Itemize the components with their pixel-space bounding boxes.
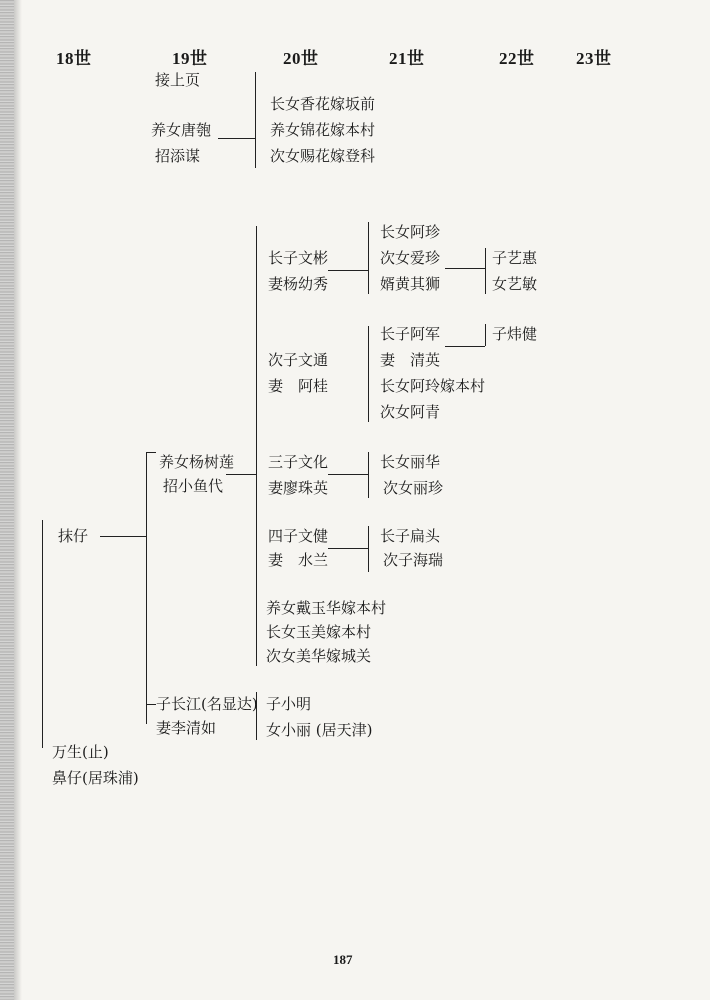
gen18-person: 鼻仔(居珠浦): [52, 769, 139, 787]
gen20-son: 次子文通: [268, 351, 329, 369]
child-name: 次女赐花嫁登科: [270, 147, 376, 165]
connector-line: [146, 452, 156, 453]
connector-line: [328, 474, 368, 475]
gen19-person: 子长江(名显达): [156, 695, 258, 713]
gen-22-label: 22世: [499, 49, 535, 68]
gen22-child: 子艺惠: [492, 249, 538, 267]
gen19-bracket-line: [146, 452, 147, 724]
bracket-line: [485, 324, 486, 346]
bracket-line: [368, 452, 369, 498]
gen21-child: 次子海瑞: [383, 551, 444, 569]
gen22-child: 女艺敏: [492, 275, 538, 293]
gen21-child: 长女阿玲嫁本村: [380, 377, 486, 395]
scan-edge-gradient: [14, 0, 22, 1000]
person-name: 养女唐匏: [151, 121, 212, 139]
gen21-child: 长子阿军: [380, 325, 441, 343]
gen18-vertical-line: [42, 520, 43, 748]
gen-18-label: 18世: [56, 49, 92, 68]
gen20-son: 长子文彬: [268, 249, 329, 267]
child-name: 长女香花嫁坂前: [270, 95, 376, 113]
connector-line: [100, 536, 146, 537]
connector-line: [146, 704, 156, 705]
gen21-child: 长女丽华: [380, 453, 441, 471]
bracket-line: [255, 72, 256, 168]
connector-line: [218, 138, 255, 139]
gen21-child: 次女丽珍: [383, 479, 444, 497]
spouse-name: 招添谋: [155, 147, 201, 165]
gen20-spouse: 妻 阿桂: [268, 377, 329, 395]
bracket-line: [368, 326, 369, 422]
gen21-child: 长子扁头: [380, 527, 441, 545]
gen20-daughter: 养女戴玉华嫁本村: [266, 599, 387, 617]
gen20-spouse: 妻 水兰: [268, 551, 329, 569]
connector-line: [226, 474, 256, 475]
gen21-child: 次女阿青: [380, 403, 441, 421]
page-number: 187: [333, 952, 353, 967]
gen20-daughter: 长女玉美嫁本村: [266, 623, 372, 641]
child-name: 养女锦花嫁本村: [270, 121, 376, 139]
connector-line: [445, 346, 485, 347]
gen20-son: 三子文化: [268, 453, 329, 471]
connector-line: [445, 268, 485, 269]
gen18-person: 抹仔: [58, 527, 89, 545]
gen-20-label: 20世: [283, 49, 319, 68]
gen20-daughter: 次女美华嫁城关: [266, 647, 372, 665]
gen-23-label: 23世: [576, 49, 612, 68]
connector-line: [328, 548, 368, 549]
gen-21-label: 21世: [389, 49, 425, 68]
gen19-spouse: 妻李清如: [156, 719, 217, 737]
gen20-child: 女小丽 (居天津): [266, 721, 373, 739]
scan-edge-shadow: [0, 0, 14, 1000]
bracket-line: [485, 248, 486, 294]
bracket-line: [368, 526, 369, 572]
gen21-spouse: 婿黄其狮: [380, 275, 441, 293]
gen19-person: 养女杨树莲: [159, 453, 235, 471]
gen18-person: 万生(止): [52, 743, 109, 761]
gen22-child: 子炜健: [492, 325, 538, 343]
bracket-line: [368, 222, 369, 294]
gen20-spouse: 妻廖珠英: [268, 479, 329, 497]
gen20-child: 子小明: [266, 695, 312, 713]
gen20-spouse: 妻杨幼秀: [268, 275, 329, 293]
gen20-son: 四子文健: [268, 527, 329, 545]
gen-19-label: 19世: [172, 49, 208, 68]
gen20-bracket-line: [256, 226, 257, 666]
connector-line: [328, 270, 368, 271]
gen21-child: 长女阿珍: [380, 223, 441, 241]
gen21-spouse: 妻 清英: [380, 351, 441, 369]
gen21-child: 次女爱珍: [380, 249, 441, 267]
continued-note: 接上页: [155, 71, 201, 89]
gen19-spouse: 招小鱼代: [163, 477, 224, 495]
